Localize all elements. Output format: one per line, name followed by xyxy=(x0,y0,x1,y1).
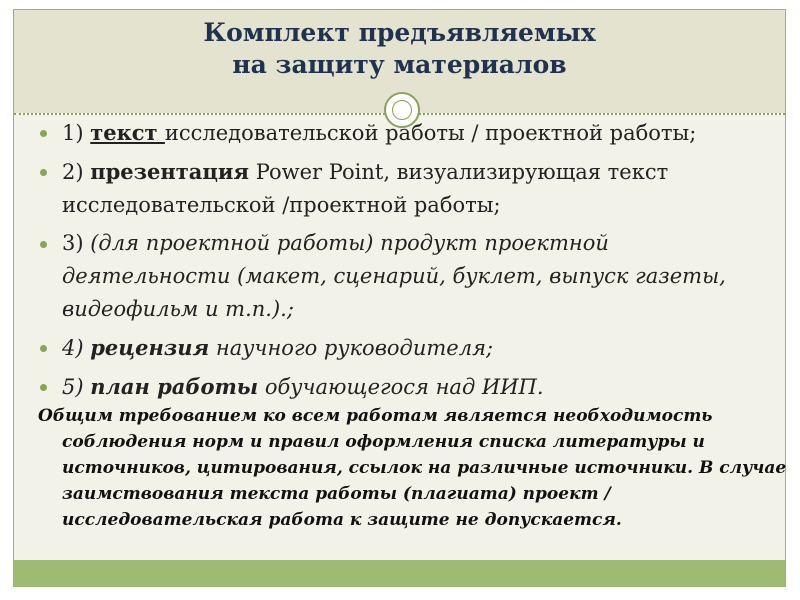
bullet-icon xyxy=(40,384,47,391)
bullet-icon xyxy=(40,241,47,248)
list-item-3 xyxy=(38,227,778,326)
item-keyword: текст xyxy=(90,120,165,145)
bullet-icon xyxy=(40,130,47,137)
item-number: 2) xyxy=(62,160,91,184)
bullet-icon xyxy=(40,345,47,352)
item-number: 5) xyxy=(62,375,91,399)
item-text: Power Point, визуализирующая текст исследовательской /проектной работы; xyxy=(62,160,669,217)
title-line-2: на защиту материалов xyxy=(232,50,567,79)
item-keyword: план работы xyxy=(90,374,259,399)
item-text: обучающегося над ИИП. xyxy=(258,375,544,399)
title-line-1: Комплект предъявляемых xyxy=(203,18,596,47)
item-text: исследовательской работы / проектной работы; xyxy=(164,121,697,145)
list-item-5 xyxy=(38,370,778,404)
slide-title xyxy=(14,17,785,81)
bottom-bar xyxy=(14,560,785,586)
item-number: 3) xyxy=(62,231,91,255)
list-item-4 xyxy=(38,331,778,365)
list-item-2 xyxy=(38,155,778,222)
item-text: (для проектной работы) продукт проектной деятельности (макет, сценарий, буклет, выпуск газеты, видеофильм и т.п.).; xyxy=(62,231,726,321)
slide xyxy=(13,9,786,587)
item-text: научного руководителя; xyxy=(209,336,494,360)
item-keyword: рецензия xyxy=(90,335,210,360)
item-number: 4) xyxy=(62,336,91,360)
list-item-1 xyxy=(38,116,778,150)
materials-list xyxy=(38,116,778,409)
bullet-icon xyxy=(40,169,47,176)
item-number: 1) xyxy=(62,121,91,145)
requirements-note: Общим требованием ко всем работам является необходимость соблюдения норм и правил оформления списка литературы и источников, цитирования, ссылок на различные источники. В случае заимствования текста работы (плагиата) проект / исследовательская работа к защите не допускается. xyxy=(38,406,787,530)
item-keyword: презентация xyxy=(90,159,250,184)
